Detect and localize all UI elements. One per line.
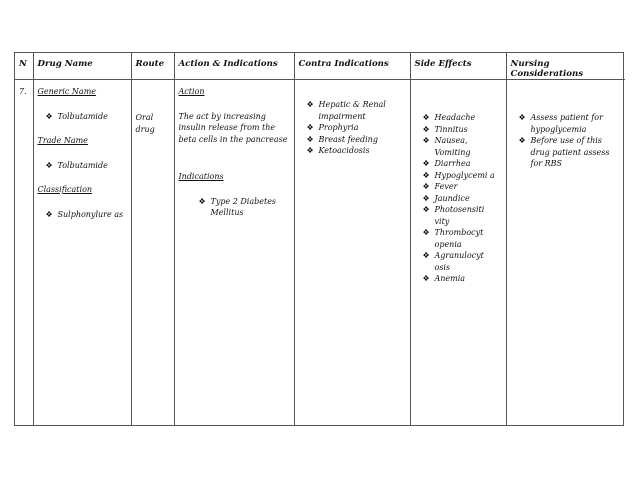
diamond-bullet-icon: ❖ xyxy=(422,124,430,134)
diamond-bullet-icon: ❖ xyxy=(306,100,314,109)
cell-action-indications xyxy=(174,80,294,426)
list-item-text: Photosensiti vity xyxy=(434,205,485,226)
diamond-bullet-icon: ❖ xyxy=(422,136,430,145)
list-item xyxy=(307,134,406,146)
generic-name-label: Generic Name xyxy=(37,87,97,96)
list-item-text: Before use of this drug patient assess for RBS xyxy=(530,136,610,168)
cell-side-effects xyxy=(410,80,506,426)
list-item xyxy=(519,112,622,135)
list-item xyxy=(199,196,290,219)
header-n: N xyxy=(15,53,33,80)
diamond-bullet-icon: ❖ xyxy=(45,160,53,170)
route-text: Oral drug xyxy=(135,113,155,134)
list-item xyxy=(423,250,502,273)
header-action-indications: Action & Indications xyxy=(174,53,294,80)
list-item-text: Nausea, Vomiting xyxy=(434,136,471,157)
diamond-bullet-icon: ❖ xyxy=(45,209,53,219)
indications-list xyxy=(179,196,290,219)
list-item-text: Tolbutamide xyxy=(57,160,108,170)
list-item xyxy=(307,122,406,134)
list-item xyxy=(423,204,502,227)
diamond-bullet-icon: ❖ xyxy=(306,146,314,155)
action-text: The act by increasing insulin release from the beta cells in the pancrease xyxy=(178,111,288,144)
classification-label: Classification xyxy=(37,185,93,194)
table-row xyxy=(15,80,625,426)
header-drug-name: Drug Name xyxy=(33,53,131,80)
nursing-list xyxy=(511,112,622,170)
contra-list xyxy=(299,99,406,157)
trade-name-label: Trade Name xyxy=(37,136,88,145)
diamond-bullet-icon: ❖ xyxy=(198,196,206,206)
list-item-text: Assess patient for hypoglycemia xyxy=(530,113,603,134)
diamond-bullet-icon: ❖ xyxy=(518,136,526,145)
list-item-text: Hepatic & Renal impairment xyxy=(318,100,386,121)
list-item xyxy=(423,227,502,250)
list-item-text: Ketoacidosis xyxy=(318,146,370,155)
diamond-bullet-icon: ❖ xyxy=(306,123,314,132)
list-item-text: Breast feeding xyxy=(318,134,378,144)
side-effects-list xyxy=(415,112,502,285)
list-item xyxy=(423,112,502,124)
list-item-text: Thrombocyt openia xyxy=(434,228,484,249)
list-item xyxy=(423,158,502,170)
diamond-bullet-icon: ❖ xyxy=(422,251,430,260)
action-label: Action xyxy=(178,87,205,96)
list-item xyxy=(423,181,502,193)
list-item xyxy=(519,135,622,170)
generic-list xyxy=(38,111,127,123)
list-item xyxy=(46,209,127,221)
list-item xyxy=(423,124,502,136)
list-item-text: Diarrhea xyxy=(434,159,471,168)
cell-contra-indications xyxy=(294,80,410,426)
diamond-bullet-icon: ❖ xyxy=(422,170,430,180)
list-item xyxy=(46,111,127,123)
list-item xyxy=(423,170,502,182)
list-item-text: Prophyria xyxy=(318,123,359,132)
list-item-text: Jaundice xyxy=(434,193,470,203)
classification-list xyxy=(38,209,127,221)
diamond-bullet-icon: ❖ xyxy=(518,113,526,122)
cell-number: 7. xyxy=(15,80,33,426)
header-contra-indications: Contra Indications xyxy=(294,53,410,80)
list-item-text: Type 2 Diabetes Mellitus xyxy=(210,196,277,217)
cell-drug-name xyxy=(33,80,131,426)
list-item-text: Tolbutamide xyxy=(57,111,108,121)
diamond-bullet-icon: ❖ xyxy=(422,159,430,168)
list-item xyxy=(307,145,406,157)
diamond-bullet-icon: ❖ xyxy=(422,274,430,283)
diamond-bullet-icon: ❖ xyxy=(422,193,430,203)
list-item xyxy=(307,99,406,122)
trade-list xyxy=(38,160,127,172)
header-nursing-considerations: Nursing Considerations xyxy=(506,53,625,80)
diamond-bullet-icon: ❖ xyxy=(422,205,430,214)
list-item xyxy=(423,193,502,205)
diamond-bullet-icon: ❖ xyxy=(422,228,430,237)
list-item-text: Fever xyxy=(434,182,458,191)
header-row xyxy=(15,53,625,80)
list-item-text: Sulphonylure as xyxy=(57,209,124,219)
diamond-bullet-icon: ❖ xyxy=(306,134,314,144)
drug-table xyxy=(15,53,625,425)
list-item-text: Anemia xyxy=(434,274,466,283)
list-item-text: Headache xyxy=(434,113,476,122)
cell-nursing-considerations xyxy=(506,80,625,426)
list-item-text: Tinnitus xyxy=(434,124,468,134)
diamond-bullet-icon: ❖ xyxy=(422,182,430,191)
list-item xyxy=(46,160,127,172)
header-side-effects: Side Effects xyxy=(410,53,506,80)
indications-label: Indications xyxy=(178,172,224,181)
drug-table-frame xyxy=(14,52,624,426)
list-item xyxy=(423,273,502,285)
cell-route xyxy=(131,80,174,426)
header-route: Route xyxy=(131,53,174,80)
diamond-bullet-icon: ❖ xyxy=(422,113,430,122)
list-item xyxy=(423,135,502,158)
list-item-text: Hypoglycemi a xyxy=(434,170,495,180)
list-item-text: Agranulocyt osis xyxy=(434,251,484,272)
diamond-bullet-icon: ❖ xyxy=(45,111,53,121)
